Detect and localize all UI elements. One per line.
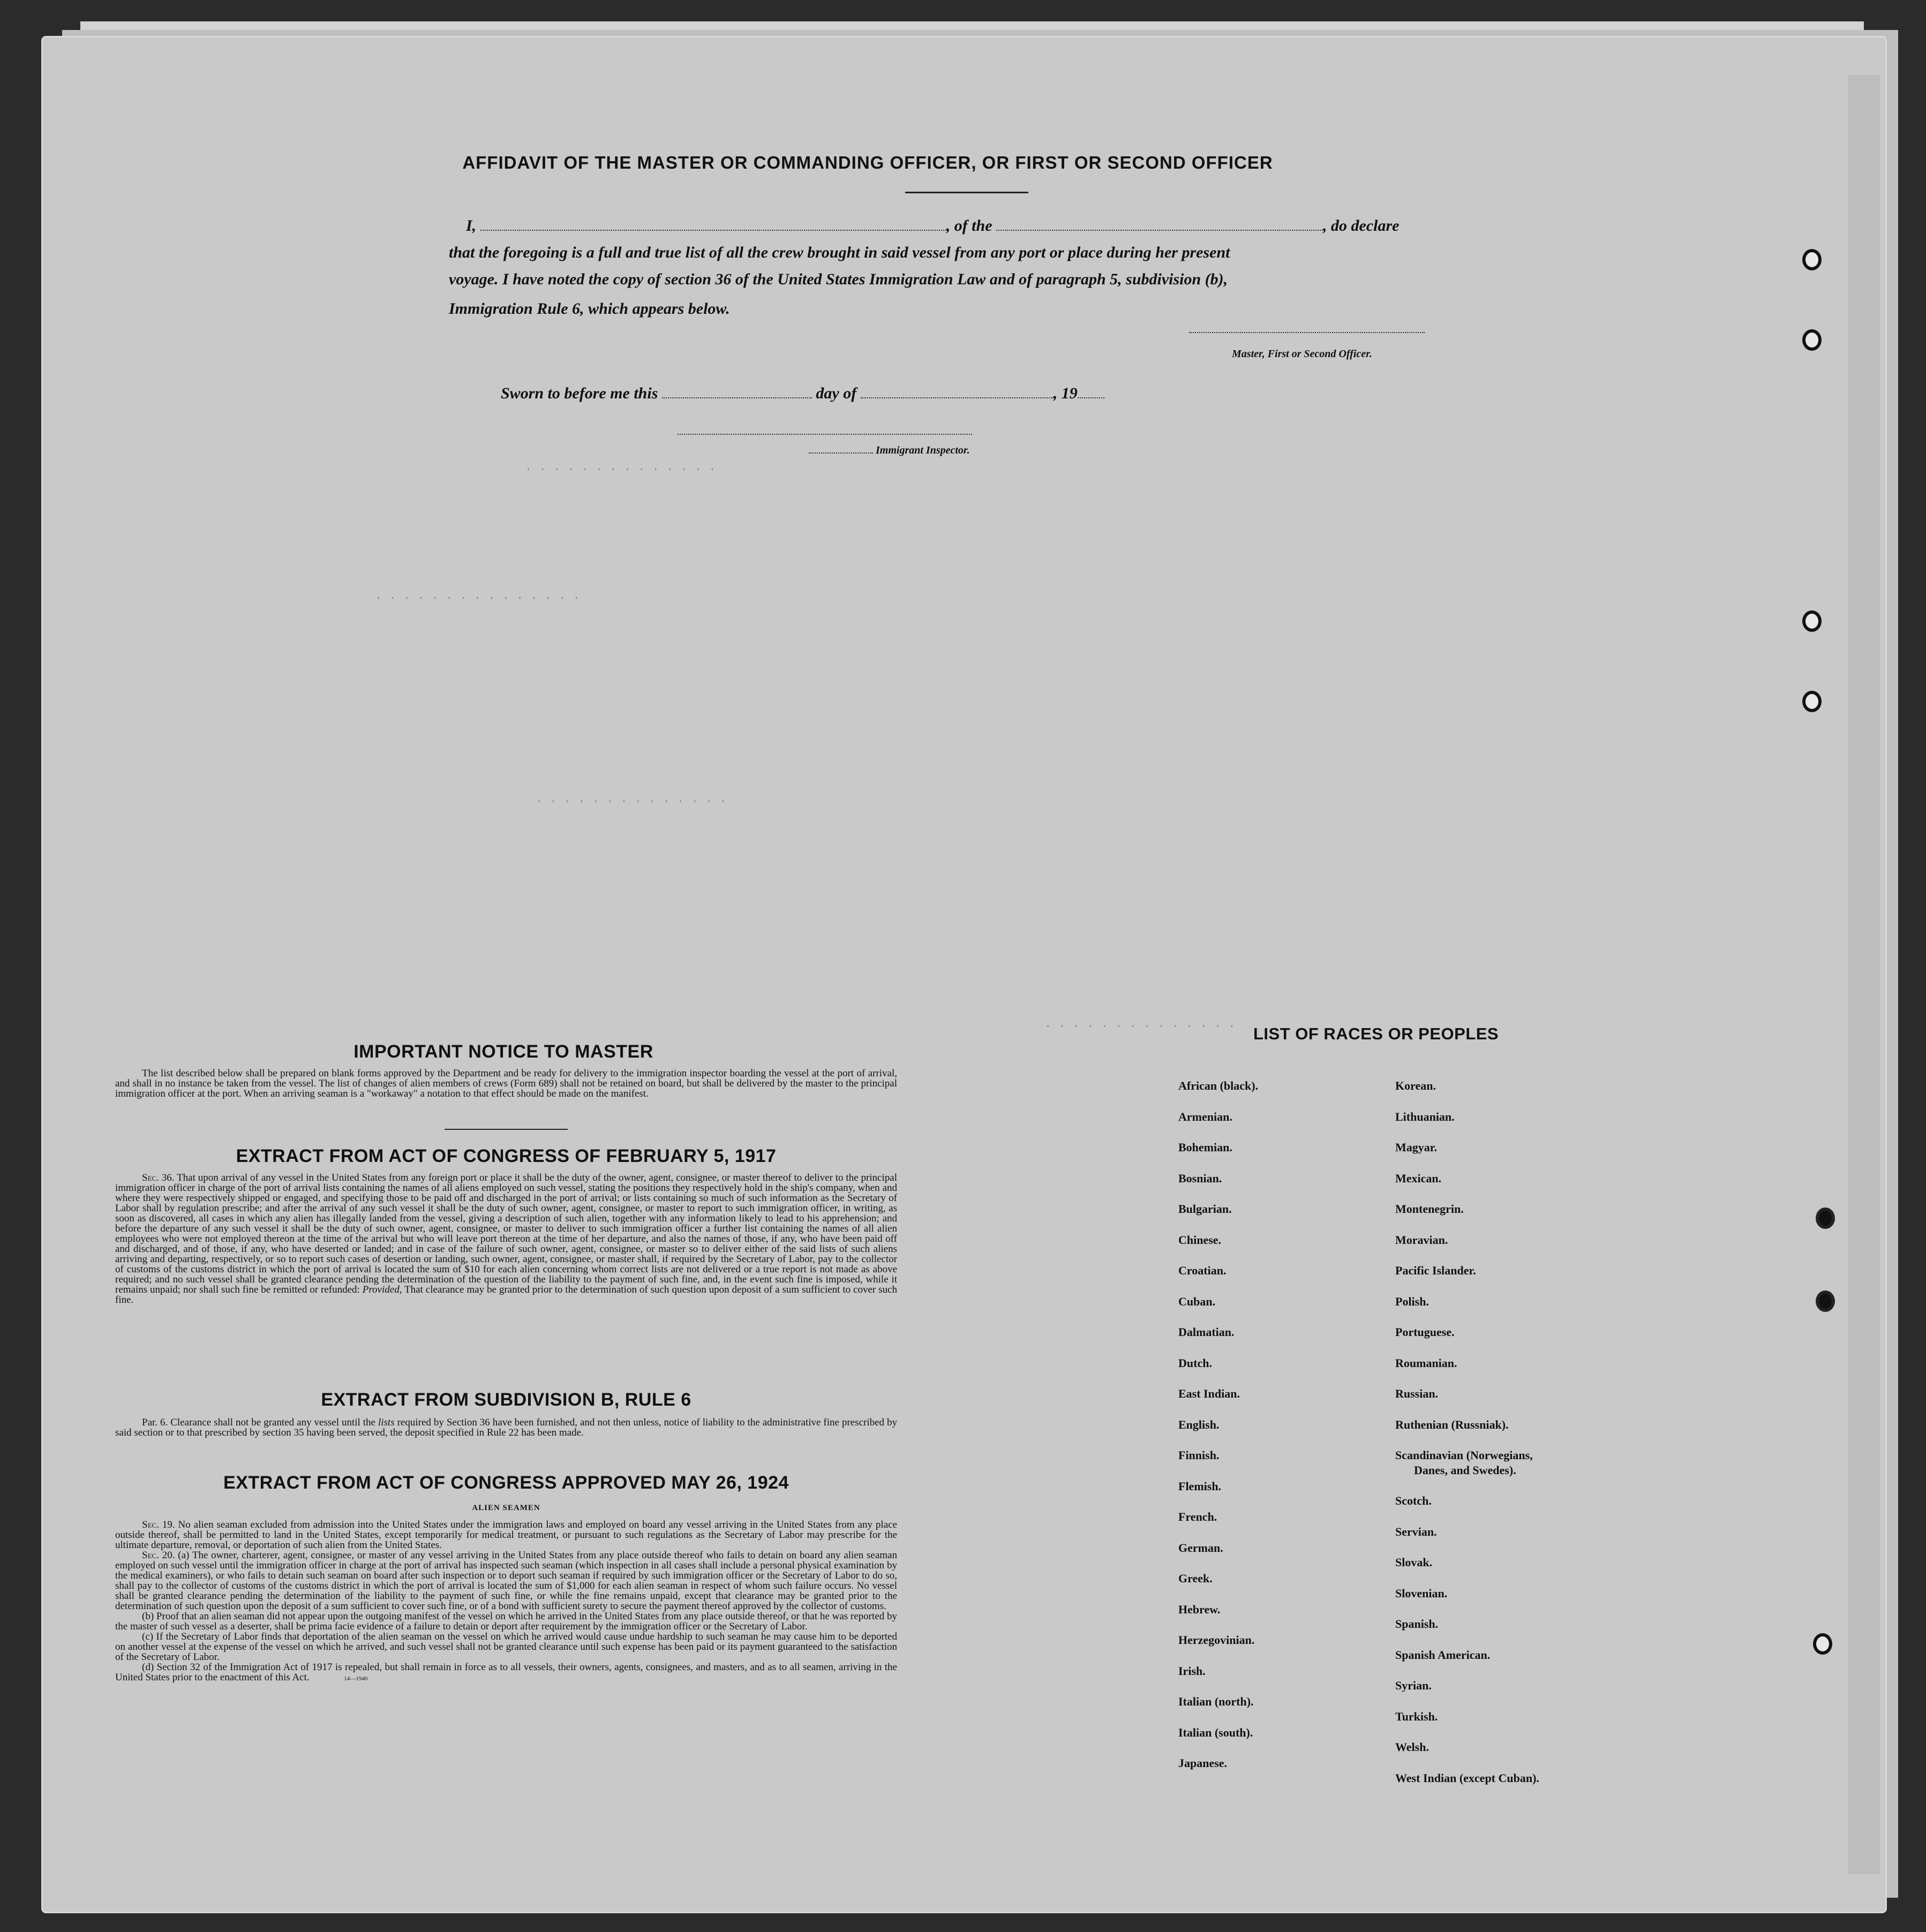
race-item: Slovenian. <box>1395 1586 1448 1600</box>
race-item: African (black). <box>1178 1079 1259 1092</box>
underlying-page-edge <box>80 21 1864 37</box>
notice-title: IMPORTANT NOTICE TO MASTER <box>353 1042 653 1062</box>
affidavit-title: AFFIDAVIT OF THE MASTER OR COMMANDING OFFICER, OR FIRST OR SECOND OFFICER <box>462 153 1273 172</box>
race-item: Scotch. <box>1395 1494 1432 1507</box>
race-item: Cuban. <box>1178 1294 1216 1308</box>
section-19-text: No alien seaman excluded from admission into the United States under the immigration laws and employed on board any vessel arriving in the United States from any place outside thereof, shall be permitted to land in the United States, except temporarily for medical treatment, or pursuant to such regulations as the Secretary of Labor may prescribe for the ultimate departure, removal, or deportation of such alien from the United States. <box>115 1519 898 1551</box>
par-6-text-b: required by Section 36 have been furnished, and not then unless, notice of liability to the administrative fine prescribed by said section or to that prescribed by section 35 having been served, the deposit specified in Rule 22 has been made. <box>115 1417 898 1438</box>
binder-hole <box>1813 1633 1832 1655</box>
section-20-label: Sec. 20. <box>142 1550 175 1561</box>
race-item: Korean. <box>1395 1079 1436 1092</box>
races-title: LIST OF RACES OR PEOPLES <box>1253 1024 1499 1043</box>
bleed-through-marks: . . . . . . . . . . . . . . <box>525 461 716 474</box>
title-underline <box>905 192 1028 193</box>
race-item: Chinese. <box>1178 1233 1222 1247</box>
race-item: Turkish. <box>1395 1709 1438 1723</box>
inspector-caption-text: Immigrant Inspector. <box>876 444 970 456</box>
inspector-signature-line[interactable] <box>678 434 972 435</box>
race-item: Herzegovinian. <box>1178 1633 1255 1647</box>
sworn-day-blank[interactable] <box>662 386 812 398</box>
provided-word: Provided, <box>362 1284 402 1295</box>
race-item: Croatian. <box>1178 1264 1227 1277</box>
race-item: Scandinavian (Norwegians, <box>1395 1448 1533 1462</box>
extract-1924-body <box>115 1520 897 1684</box>
race-item: Finnish. <box>1178 1448 1220 1462</box>
section-20d-text: (d) Section 32 of the Immigration Act of 1917 is repealed, but shall remain in force as to all vessels, their owners, agents, consignees, and masters, and as to all seamen, arriving in the United States prior to the enactment of this Act. <box>115 1662 897 1683</box>
sworn-line <box>501 384 1197 403</box>
binder-hole <box>1816 1208 1835 1229</box>
bleed-through-marks: . . . . . . . . . . . . . . <box>1044 1017 1236 1031</box>
section-19-label: Sec. 19. <box>142 1519 175 1530</box>
year-text: , 19 <box>1053 384 1078 402</box>
race-item: Greek. <box>1178 1572 1213 1585</box>
lists-word: lists <box>378 1417 395 1428</box>
race-item: Syrian. <box>1395 1679 1432 1692</box>
race-item: Dalmatian. <box>1178 1325 1235 1339</box>
section-divider <box>445 1129 568 1130</box>
page-fold-shadow <box>1848 75 1880 1874</box>
affidavit-line-2: that the foregoing is a full and true list of all the crew brought in said vessel from any port or place during her present <box>449 244 1230 261</box>
affidavit-line-4: Immigration Rule 6, which appears below. <box>449 300 730 318</box>
affidavit-do-declare: , do declare <box>1323 217 1400 235</box>
race-item: Flemish. <box>1178 1479 1222 1493</box>
section-36-text: That upon arrival of any vessel in the United States from any foreign port or place it shall be the duty of the owner, agent, consignee, or master thereof to deliver to the principal immigration officer in charge of the port of arrival lists containing the names of all aliens employed on such vessel, stating the positions they respectively hold in the ship's company, when and where they were respectively shipped or engaged, and specifying those to be paid off and discharged in the port of arrival; or lists containing so much of such information as the Secretary of Labor shall by regulation prescribe; and after the arrival of any such vessel it shall be the duty of such owner, agent, consignee, or master to report to such immigration officer, in writing, as soon as discovered, all cases in which any alien has illegally landed from the vessel, giving a description of such alien, together with any information likely to lead to his apprehension; and before the departure of any such vessel it shall be the duty of such owner, agent, consignee, or master to deliver to such immigration officer a further list containing the names of all alien employees who were not employed thereon at the time of the arrival but who will leave port thereon at the time of her departure, and also the names of those, if any, who have been paid off and discharged, and of those, if any, who have deserted or landed; and in case of the failure of such owner, agent, consignee, or master so to deliver either of the said lists of such aliens arriving and departing, respectively, or so to report such cases of desertion or landing, such owner, agent, consignee, or master shall, if required by the Secretary of Labor, pay to the collector of customs of the customs district in which the port of arrival is located the sum of $10 for each alien concerning whom correct lists are not delivered or a true report is not made as above required; and no such vessel shall be granted clearance pending the determination of the question of the liability to the payment of such fine, and, in the event such fine is imposed, while it remains unpaid; nor shall such fine be remitted or refunded: <box>115 1172 897 1295</box>
binder-hole <box>1802 329 1822 351</box>
vessel-blank[interactable] <box>996 218 1323 231</box>
race-item: Lithuanian. <box>1395 1110 1455 1123</box>
bleed-through-marks: . . . . . . . . . . . . . . . <box>375 589 580 602</box>
race-item: Armenian. <box>1178 1110 1232 1123</box>
affidavit-i: I, <box>466 217 477 235</box>
form-number: 14—1940 <box>344 1676 368 1682</box>
binder-hole <box>1802 610 1822 632</box>
race-item: Hebrew. <box>1178 1602 1221 1616</box>
race-item: Pacific Islander. <box>1395 1264 1476 1277</box>
race-item: Italian (south). <box>1178 1725 1253 1739</box>
race-item: German. <box>1178 1541 1223 1554</box>
affidavit-of-the: , of the <box>946 217 992 235</box>
race-item: Irish. <box>1178 1664 1206 1678</box>
race-item: Italian (north). <box>1178 1695 1254 1708</box>
race-item: Portuguese. <box>1395 1325 1455 1339</box>
day-of-text: day of <box>816 384 857 402</box>
binder-hole <box>1802 691 1822 712</box>
master-caption: Master, First or Second Officer. <box>1232 348 1372 360</box>
extract-1917-title: EXTRACT FROM ACT OF CONGRESS OF FEBRUARY 5, 1917 <box>236 1146 777 1166</box>
race-item: Servian. <box>1395 1525 1437 1538</box>
race-item: Roumanian. <box>1395 1356 1457 1370</box>
extract-1917-body <box>115 1173 897 1305</box>
sworn-month-blank[interactable] <box>861 386 1054 398</box>
race-item: Danes, and Swedes). <box>1414 1463 1516 1477</box>
race-item: Montenegrin. <box>1395 1202 1464 1216</box>
master-signature-line[interactable] <box>1189 332 1425 333</box>
bleed-through-marks: . . . . . . . . . . . . . . <box>536 793 727 806</box>
race-item: Bulgarian. <box>1178 1202 1232 1216</box>
race-item: Dutch. <box>1178 1356 1212 1370</box>
affidavit-line-3: voyage. I have noted the copy of section 36 of the United States Immigration Law and of paragraph 5, subdivision (b), <box>449 270 1228 288</box>
race-item: Welsh. <box>1395 1740 1429 1754</box>
race-item: West Indian (except Cuban). <box>1395 1771 1539 1785</box>
par-6-label: Par. 6. <box>142 1417 168 1428</box>
par-6-text-a: Clearance shall not be granted any vessel until the <box>170 1417 375 1428</box>
race-item: Bosnian. <box>1178 1171 1222 1185</box>
section-36-label: Sec. 36. <box>142 1172 175 1183</box>
race-item: French. <box>1178 1510 1217 1523</box>
inspector-caption <box>809 444 970 457</box>
notice-body: The list described below shall be prepared on blank forms approved by the Department and be ready for delivery to the immigration inspector boarding the vessel at the port of arrival, and shall in no instance be taken from the vessel. The list of changes of alien members of crews (Form 689) shall not be retained on board, but shall be delivered by the master to the principal immigration officer at the port. When an arriving seaman is a "workaway" a notation to that effect should be made on the manifest. <box>115 1068 897 1099</box>
race-item: Moravian. <box>1395 1233 1448 1247</box>
binder-hole <box>1816 1290 1835 1312</box>
race-item: Slovak. <box>1395 1556 1433 1569</box>
section-36-tail: That clearance may be granted prior to the determination of such question upon deposit of a sum sufficient to cover such fine. <box>115 1284 897 1305</box>
alien-seamen-subtitle: ALIEN SEAMEN <box>472 1504 540 1512</box>
section-20a-text: (a) The owner, charterer, agent, consignee, or master of any vessel arriving in the United States from any place outside thereof who fails to detain on board any alien seaman employed on such vessel until the immigration officer in charge at the port of arrival has inspected such seaman (which inspection in all cases shall include a personal physical examination by the medical examiners), or who fails to detain such seaman on board after such inspection or to deport such seaman if required by such immigration officer or the Secretary of Labor to do so, shall pay to the collector of customs of the customs district in which the port of arrival is located the sum of $1,000 for each alien seaman in respect of whom such failure occurs. No vessel shall be granted clearance pending the determination of the liability to the payment of such fine, or while the fine remains unpaid, except that clearance may be granted prior to the determination of such question upon the deposit of a sum sufficient to cover such fine, or of a bond with sufficient surety to secure the payment thereof approved by the collector of customs. <box>115 1550 897 1612</box>
race-item: Spanish American. <box>1395 1648 1491 1662</box>
race-item: Polish. <box>1395 1294 1429 1308</box>
race-item: Ruthenian (Russniak). <box>1395 1417 1509 1431</box>
race-item: Magyar. <box>1395 1141 1438 1154</box>
section-20c-text: (c) If the Secretary of Labor finds that deportation of the alien seaman on the vessel on which he arrived would cause undue hardship to such seaman he may cause him to be deported on another vessel at the expense of the vessel on which he arrived, and such vessel shall not be granted clearance until such expense has been paid or its payment guaranteed to the satisfaction of the Secretary of Labor. <box>115 1631 897 1663</box>
subdivision-body <box>115 1417 897 1438</box>
race-item: Russian. <box>1395 1387 1439 1400</box>
race-item: English. <box>1178 1417 1220 1431</box>
year-blank[interactable] <box>1078 386 1104 398</box>
affidavit-line-1 <box>466 217 1473 235</box>
subdivision-title: EXTRACT FROM SUBDIVISION B, RULE 6 <box>321 1390 691 1410</box>
race-item: Mexican. <box>1395 1171 1442 1185</box>
sworn-text: Sworn to before me this <box>501 384 658 402</box>
extract-1924-title: EXTRACT FROM ACT OF CONGRESS APPROVED MAY 26, 1924 <box>223 1473 789 1493</box>
binder-hole <box>1802 249 1822 270</box>
inspector-lead-dots <box>809 445 873 454</box>
section-20b-text: (b) Proof that an alien seaman did not appear upon the outgoing manifest of the vessel on which he arrived in the United States from any place outside thereof, or that he was reported by the master of such vessel as a deserter, shall be prima facie evidence of a failure to detain or deport after requirement by the immigration officer or the Secretary of Labor. <box>115 1611 897 1632</box>
race-item: Spanish. <box>1395 1617 1439 1631</box>
race-item: Bohemian. <box>1178 1141 1232 1154</box>
race-item: Japanese. <box>1178 1756 1228 1770</box>
race-item: East Indian. <box>1178 1387 1240 1400</box>
name-blank[interactable] <box>480 218 946 231</box>
